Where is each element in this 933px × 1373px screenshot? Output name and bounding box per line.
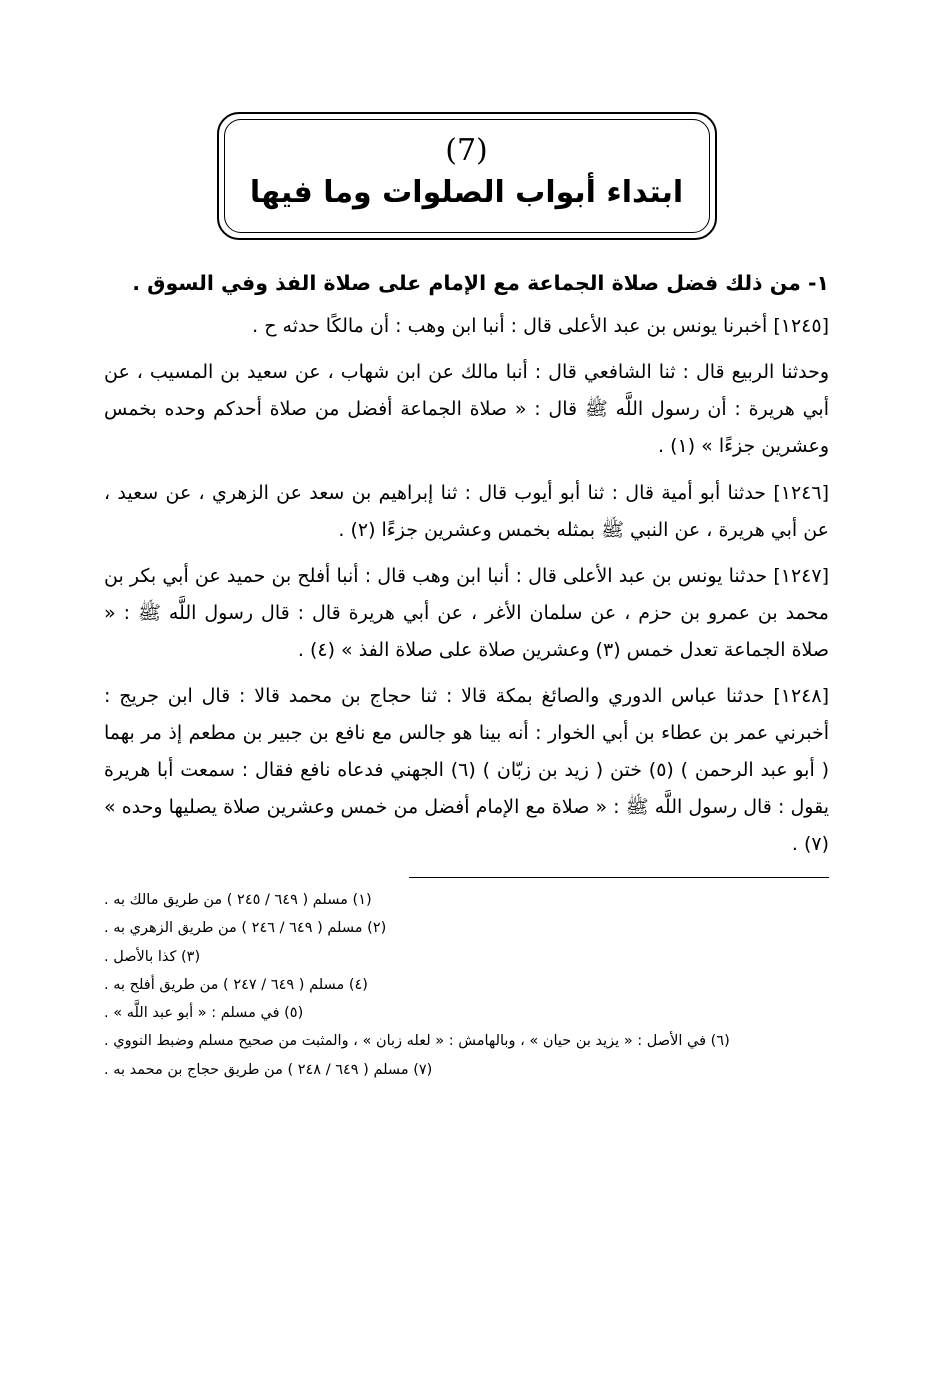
footnote-item: (١) مسلم ( ٦٤٩ / ٢٤٥ ) من طريق مالك به . bbox=[104, 892, 372, 908]
heading-outer-border bbox=[217, 112, 717, 240]
hadith-paragraph: وحدثنا الربيع قال : ثنا الشافعي قال : أنبا مالك عن ابن شهاب ، عن سعيد بن المسيب ، عن أبي هريرة : أن رسول اللَّه ﷺ قال : « صلاة الجماعة أفضل من صلاة أحدكم وحده بخمس وعشرين جزءًا » (١) . bbox=[104, 361, 829, 458]
body-text bbox=[104, 266, 829, 864]
footnote-item: (٢) مسلم ( ٦٤٩ / ٢٤٦ ) من طريق الزهري به . bbox=[104, 920, 387, 937]
footnotes-block bbox=[104, 886, 829, 1084]
section-title: ١- من ذلك فضل صلاة الجماعة مع الإمام على صلاة الفذ وفي السوق . bbox=[132, 270, 829, 295]
heading-inner-border bbox=[224, 119, 710, 233]
footnote-item: (٦) في الأصل : « يزيد بن حيان » ، وبالهامش : « لعله زبان » ، والمثبت من صحيح مسلم وضبط النووي . bbox=[104, 1033, 730, 1050]
footnote-item: (٧) مسلم ( ٦٤٩ / ٢٤٨ ) من طريق حجاج بن محمد به . bbox=[104, 1061, 433, 1078]
hadith-paragraph: [١٢٤٨] حدثنا عباس الدوري والصائغ بمكة قالا : ثنا حجاج بن محمد قالا : قال ابن جريج : أخبرني عمر بن عطاء بن أبي الخوار : أنه بينا هو جالس مع نافع بن جبير بن مطعم إذ مر بهما ( أبو عبد الرحمن ) (٥) ختن ( زيد بن زبّان ) (٦) الجهني فدعاه نافع فقال : سمعت أبا هريرة يقول : قال رسول اللَّه ﷺ : « صلاة مع الإمام أفضل من خمس وعشرين صلاة يصليها وحده » (٧) . bbox=[104, 684, 829, 855]
hadith-paragraph: [١٢٤٥] أخبرنا يونس بن عبد الأعلى قال : أنبا ابن وهب : أن مالكًا حدثه ح . bbox=[252, 315, 829, 338]
chapter-heading bbox=[0, 0, 933, 240]
hadith-paragraph: [١٢٤٧] حدثنا يونس بن عبد الأعلى قال : أنبا ابن وهب قال : أنبا أفلح بن حميد عن أبي بكر بن محمد بن عمرو بن حزم ، عن سلمان الأغر ، عن أبي هريرة قال : قال رسول اللَّه ﷺ : « صلاة الجماعة تعدل خمس (٣) وعشرين صلاة على صلاة الفذ » (٤) . bbox=[104, 564, 829, 661]
footnote-item: (٥) في مسلم : « أبو عبد اللَّه » . bbox=[104, 1005, 304, 1022]
footnote-separator bbox=[409, 877, 829, 878]
footnote-item: (٣) كذا بالأصل . bbox=[104, 948, 201, 965]
footnote-item: (٤) مسلم ( ٦٤٩ / ٢٤٧ ) من طريق أفلح به . bbox=[104, 976, 368, 993]
chapter-number: (7) bbox=[445, 133, 488, 168]
hadith-paragraph: [١٢٤٦] حدثنا أبو أمية قال : ثنا أبو أيوب قال : ثنا إبراهيم بن سعد عن الزهري ، عن سعيد ، عن أبي هريرة ، عن النبي ﷺ بمثله بخمس وعشرين جزءًا (٢) . bbox=[104, 481, 829, 541]
chapter-title: ابتداء أبواب الصلوات وما فيها bbox=[249, 175, 684, 210]
